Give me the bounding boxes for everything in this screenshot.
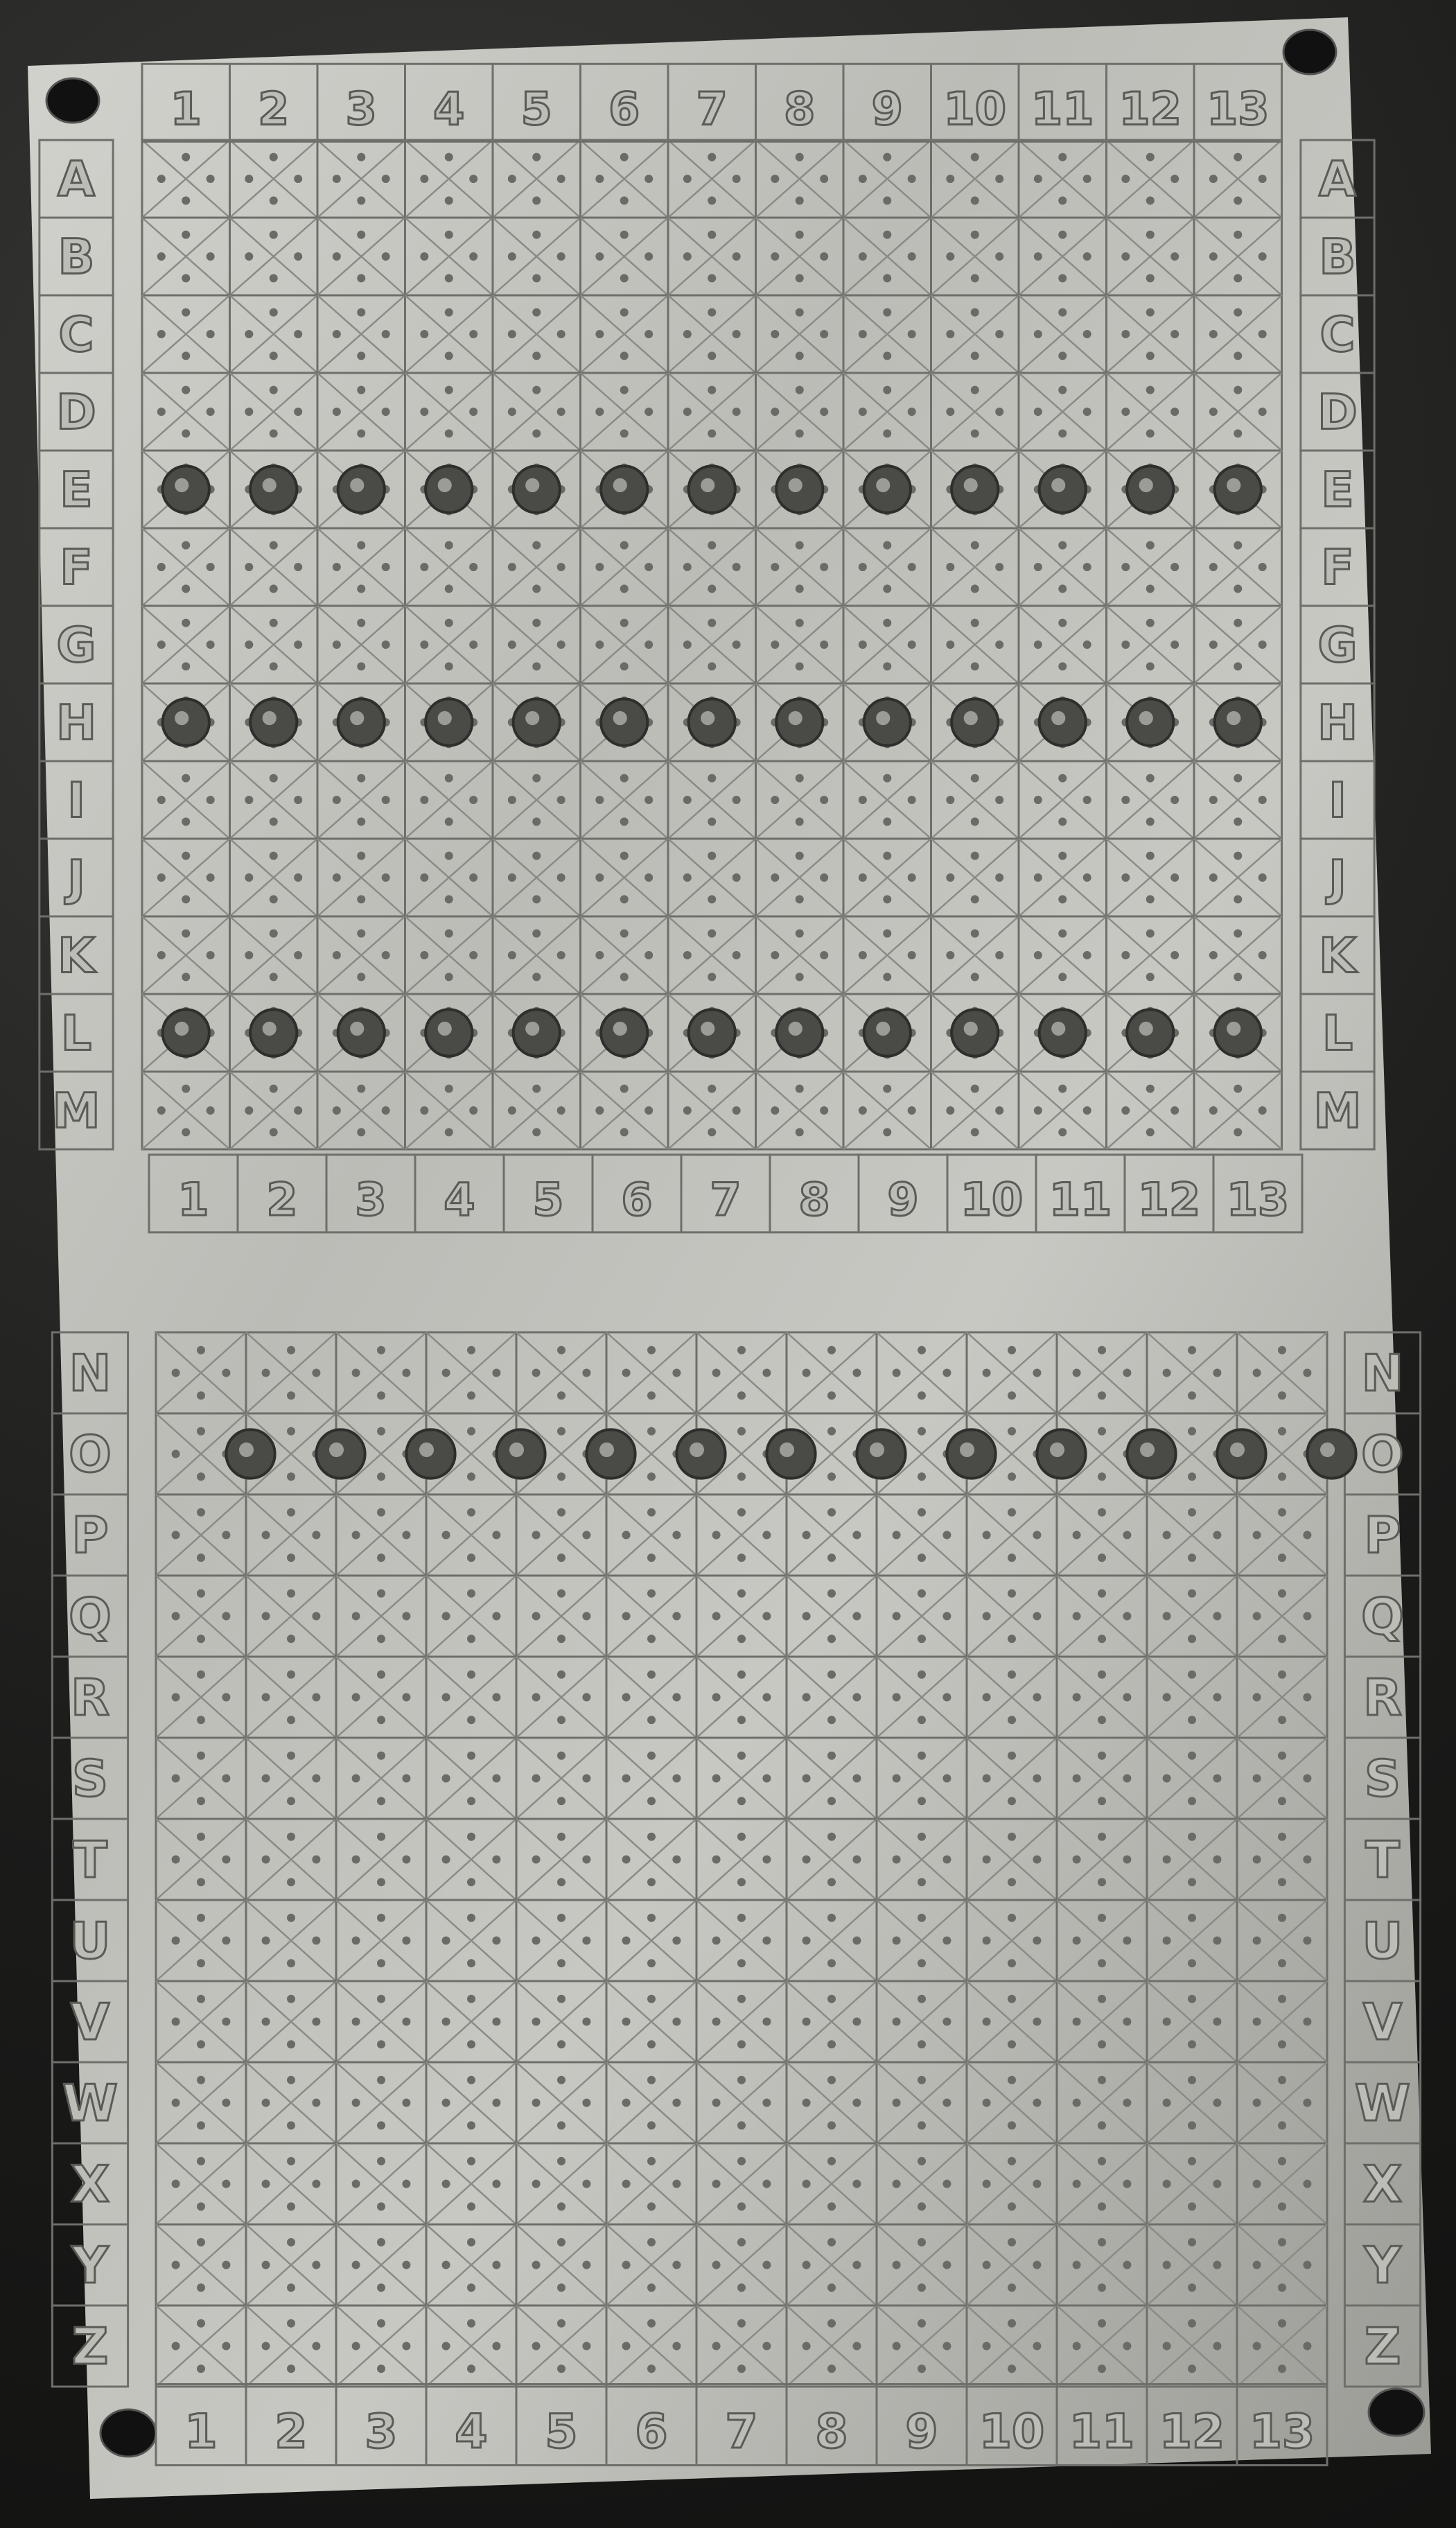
column-number-footer: 4	[455, 2404, 488, 2459]
column-number-middle: 1	[177, 1174, 209, 1227]
row-label-right: I	[1328, 773, 1347, 829]
punch-hole	[426, 1009, 472, 1056]
punch-hole	[689, 699, 735, 745]
screw-hole-top-left	[46, 78, 99, 123]
screw-hole-bottom-left	[100, 2409, 156, 2457]
screw-hole-bottom-right	[1369, 2389, 1424, 2436]
punch-hole	[316, 1429, 365, 1478]
row-label-right: O	[1361, 1426, 1404, 1485]
punch-hole	[338, 699, 385, 745]
row-label-left: N	[69, 1345, 112, 1404]
punch-hole	[1127, 466, 1173, 512]
row-label-right: E	[1321, 462, 1354, 518]
column-number-footer: 6	[635, 2404, 668, 2459]
row-label-left: I	[67, 773, 85, 829]
column-number-top: 13	[1207, 83, 1270, 136]
punch-hole	[250, 466, 297, 512]
punch-hole	[338, 1009, 385, 1056]
punch-hole	[947, 1429, 995, 1478]
column-number-top: 6	[608, 83, 640, 136]
punch-hole	[1215, 1009, 1261, 1056]
punch-hole	[1215, 699, 1261, 745]
punch-hole	[1037, 1429, 1085, 1478]
punch-hole	[1040, 699, 1086, 745]
punch-hole	[514, 699, 560, 745]
row-label-right: V	[1362, 1994, 1403, 2052]
column-number-middle: 4	[444, 1174, 475, 1227]
row-label-left: L	[60, 1006, 92, 1062]
column-number-middle: 8	[798, 1174, 830, 1227]
punch-hole	[776, 466, 823, 512]
column-number-middle: 6	[621, 1174, 653, 1227]
punch-hole	[406, 1429, 455, 1478]
row-label-left: V	[70, 1994, 110, 2052]
row-label-left: S	[71, 1750, 109, 1809]
punch-hole	[601, 1009, 647, 1056]
column-number-top: 8	[784, 83, 816, 136]
row-label-right: G	[1317, 618, 1358, 674]
row-label-left: F	[60, 540, 93, 596]
row-label-right: S	[1364, 1750, 1401, 1809]
column-number-top: 2	[258, 83, 290, 136]
column-number-middle: 2	[266, 1174, 298, 1227]
column-number-top: 1	[170, 83, 202, 136]
punch-hole	[426, 699, 472, 745]
punch-hole	[951, 1009, 998, 1056]
row-label-right: T	[1365, 1831, 1400, 1890]
punch-hole	[226, 1429, 274, 1478]
punch-hole	[426, 466, 472, 512]
metal-plate	[28, 17, 1431, 2499]
punch-hole	[864, 466, 911, 512]
row-label-right: D	[1317, 385, 1358, 441]
punch-hole	[951, 466, 998, 512]
row-label-right: A	[1319, 152, 1356, 208]
row-label-right: K	[1319, 928, 1356, 984]
row-label-left: O	[69, 1426, 112, 1485]
punch-hole	[1040, 1009, 1086, 1056]
punch-hole	[1215, 466, 1261, 512]
row-label-left: Q	[69, 1588, 112, 1647]
column-number-footer: 3	[365, 2404, 398, 2459]
column-number-top: 4	[433, 83, 465, 136]
row-label-left: T	[73, 1831, 107, 1890]
row-label-left: G	[56, 618, 96, 674]
column-number-footer: 10	[979, 2404, 1045, 2459]
row-label-right: Q	[1361, 1588, 1404, 1647]
punch-hole	[163, 466, 209, 512]
punch-hole	[857, 1429, 905, 1478]
punch-hole	[766, 1429, 815, 1478]
row-label-left: R	[71, 1669, 109, 1728]
punch-hole	[1127, 1009, 1173, 1056]
column-number-middle: 12	[1137, 1174, 1201, 1227]
punch-hole	[951, 699, 998, 745]
row-label-left: P	[71, 1507, 109, 1566]
punch-hole	[776, 699, 823, 745]
punch-hole	[496, 1429, 545, 1478]
punch-hole	[514, 1009, 560, 1056]
row-label-right: Z	[1364, 2318, 1401, 2377]
punch-hole	[1217, 1429, 1265, 1478]
row-label-left: B	[58, 229, 95, 286]
punch-hole	[514, 466, 560, 512]
punch-hole	[250, 699, 297, 745]
punch-hole	[586, 1429, 635, 1478]
punch-hole	[1040, 466, 1086, 512]
row-label-left: U	[69, 1912, 111, 1971]
row-label-left: X	[71, 2156, 109, 2215]
row-label-right: M	[1313, 1083, 1362, 1140]
punch-hole	[864, 1009, 911, 1056]
column-number-footer: 8	[815, 2404, 848, 2459]
column-number-footer: 12	[1159, 2404, 1225, 2459]
row-label-left: E	[60, 462, 93, 518]
column-number-middle: 5	[532, 1174, 564, 1227]
column-number-middle: 7	[710, 1174, 742, 1227]
row-label-left: J	[67, 851, 85, 907]
column-number-top: 12	[1119, 83, 1182, 136]
column-number-footer: 11	[1069, 2404, 1135, 2459]
column-number-footer: 2	[274, 2404, 308, 2459]
punch-hole	[1127, 1429, 1175, 1478]
punch-hole	[163, 1009, 209, 1056]
row-label-right: P	[1364, 1507, 1401, 1566]
column-number-middle: 10	[960, 1174, 1024, 1227]
column-number-top: 7	[696, 83, 728, 136]
punch-hole	[250, 1009, 297, 1056]
punch-hole	[689, 1009, 735, 1056]
column-number-footer: 13	[1249, 2404, 1315, 2459]
punch-hole	[1307, 1429, 1356, 1478]
punch-hole	[338, 466, 385, 512]
row-label-left: H	[55, 695, 97, 751]
row-label-left: K	[58, 928, 95, 984]
punch-hole	[601, 699, 647, 745]
row-label-right: R	[1363, 1669, 1402, 1728]
punch-hole	[776, 1009, 823, 1056]
row-label-left: W	[62, 2075, 119, 2134]
punch-hole	[864, 699, 911, 745]
row-label-left: Y	[71, 2237, 109, 2296]
row-label-right: U	[1362, 1912, 1403, 1971]
column-number-footer: 7	[725, 2404, 758, 2459]
punch-hole	[676, 1429, 725, 1478]
row-label-left: D	[56, 385, 96, 441]
column-number-footer: 9	[905, 2404, 938, 2459]
row-label-left: M	[52, 1083, 100, 1140]
column-number-footer: 5	[545, 2404, 578, 2459]
row-label-right: Y	[1364, 2237, 1401, 2296]
row-label-right: F	[1321, 540, 1354, 596]
row-label-right: X	[1363, 2156, 1402, 2215]
column-number-middle: 11	[1049, 1174, 1112, 1227]
punch-hole	[1127, 699, 1173, 745]
punch-hole	[689, 466, 735, 512]
column-number-top: 3	[345, 83, 377, 136]
row-label-right: L	[1322, 1006, 1353, 1062]
row-label-right: H	[1317, 695, 1358, 751]
row-label-left: C	[58, 307, 94, 363]
row-label-right: N	[1361, 1345, 1404, 1404]
row-label-right: C	[1319, 307, 1356, 363]
column-number-middle: 9	[887, 1174, 919, 1227]
row-label-right: B	[1319, 229, 1356, 286]
punch-hole	[163, 699, 209, 745]
row-label-left: Z	[71, 2318, 109, 2377]
punch-hole	[601, 466, 647, 512]
row-label-right: J	[1328, 851, 1347, 907]
column-number-top: 11	[1031, 83, 1094, 136]
column-number-top: 9	[871, 83, 903, 136]
column-number-footer: 1	[184, 2404, 218, 2459]
row-label-left: A	[58, 152, 95, 208]
row-label-right: W	[1354, 2075, 1411, 2134]
column-number-top: 5	[520, 83, 552, 136]
column-number-middle: 3	[355, 1174, 387, 1227]
column-number-middle: 13	[1226, 1174, 1290, 1227]
column-number-top: 10	[943, 83, 1006, 136]
screw-hole-top-right	[1283, 30, 1336, 74]
